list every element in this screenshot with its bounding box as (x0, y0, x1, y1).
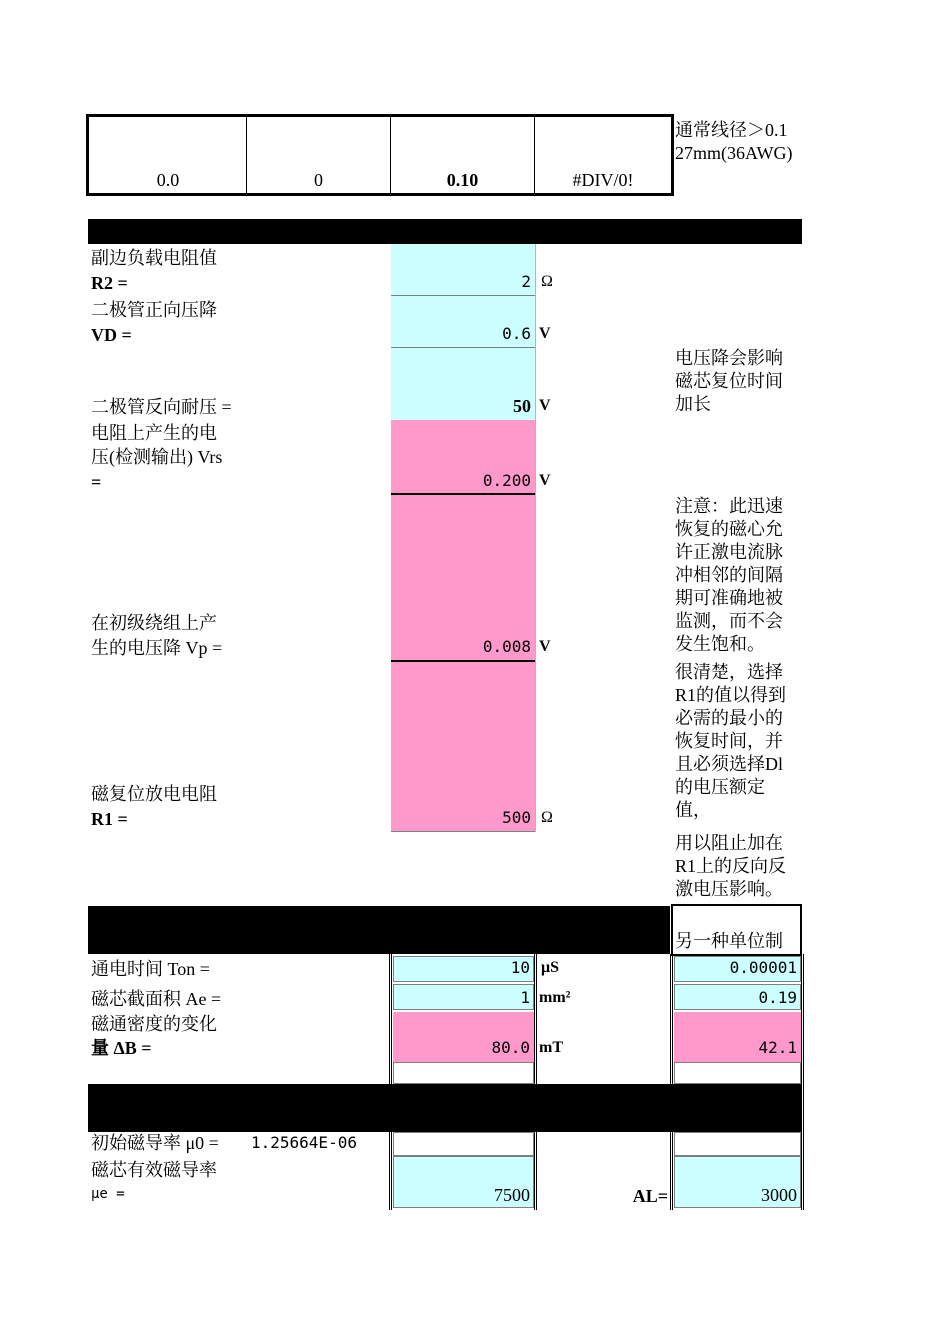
vrev-label: 二极管反向耐压 = (91, 397, 232, 417)
ton-unit: μS (541, 959, 559, 976)
vrs-label-3: = (91, 472, 102, 492)
top-cell-2: 0 (314, 170, 323, 190)
vrev-value: 50 (513, 396, 531, 416)
section-3-header-bar (88, 1084, 802, 1132)
section-1-header-bar (88, 219, 802, 244)
r2-unit: Ω (541, 273, 553, 290)
vp-label-2: 生的电压降 Vp = (91, 638, 223, 658)
db-label-1: 磁通密度的变化 (91, 1014, 217, 1034)
db-label-2: 量 ΔB = (91, 1038, 152, 1058)
vp-value: 0.008 (482, 637, 531, 656)
r1-label: 磁复位放电电阻 (91, 784, 217, 804)
value-column-edge (535, 244, 536, 832)
db-unit: mT (539, 1039, 563, 1056)
empty-value-cell (393, 1062, 534, 1084)
section-2-header-bar (88, 906, 670, 954)
r1-note-1: 很清楚，选择R1的值以得到必需的最小的恢复时间，并且必须选择Dl的电压额定值， (675, 662, 787, 820)
ae-alt-value: 0.19 (758, 988, 797, 1007)
r2-value: 2 (521, 272, 531, 291)
mue-label-1: 磁芯有效磁导率 (91, 1160, 217, 1180)
r2-label: 副边负载电阻值 (91, 248, 217, 268)
vd-symbol: VD = (91, 325, 132, 345)
vrev-note: 电压降会影响磁芯复位时间加长 (675, 348, 783, 414)
mue-value: 7500 (494, 1185, 530, 1205)
mu0-label: 初始磁导率 μ0 = (91, 1133, 219, 1153)
vd-unit: V (539, 325, 551, 342)
r2-symbol: R2 = (91, 273, 128, 293)
al-value: 3000 (761, 1185, 797, 1205)
ton-label: 通电时间 Ton = (91, 959, 210, 979)
r1-value: 500 (502, 808, 531, 827)
ton-alt-value: 0.00001 (729, 958, 797, 977)
r1-symbol: R1 = (91, 809, 128, 829)
r1-unit: Ω (541, 809, 553, 826)
mu0-value-cell (393, 1132, 534, 1156)
wire-note: 通常线径＞0.127mm(36AWG) (675, 120, 793, 163)
vd-value: 0.6 (502, 324, 531, 343)
vp-unit: V (539, 638, 551, 655)
vp-label-1: 在初级绕组上产 (91, 613, 217, 633)
vd-label: 二极管正向压降 (91, 300, 217, 320)
mu0-alt-cell (674, 1132, 801, 1156)
db-alt-value: 42.1 (758, 1038, 797, 1057)
ton-value: 10 (510, 958, 530, 977)
vp-note: 注意：此迅速恢复的磁心允许正激电流脉冲相邻的间隔期可准确地被监测，而不会发生饱和。 (675, 496, 783, 654)
vrs-label-1: 电阻上产生的电 (91, 423, 217, 443)
db-value: 80.0 (491, 1038, 530, 1057)
al-label: AL= (632, 1186, 668, 1206)
mu0-value: 1.25664E-06 (251, 1133, 357, 1152)
r1-note-2: 用以阻止加在R1上的反向反激电压影响。 (675, 833, 787, 899)
r1-value-cell (391, 662, 535, 832)
vrs-value: 0.200 (482, 471, 531, 490)
ae-unit: mm² (539, 989, 571, 1006)
empty-alt-cell (674, 1062, 801, 1084)
mue-label-2: μe = (91, 1186, 125, 1202)
alt-unit-header: 另一种单位制 (675, 931, 783, 951)
ae-value: 1 (520, 988, 530, 1007)
vrs-label-2: 压(检测输出) Vrs (91, 447, 223, 467)
top-cell-3: 0.10 (446, 170, 479, 190)
vrev-unit: V (539, 397, 551, 414)
ae-label: 磁芯截面积 Ae = (91, 989, 222, 1009)
vrs-unit: V (539, 472, 551, 489)
top-cell-4: #DIV/0! (572, 170, 634, 190)
top-cell-1: 0.0 (156, 170, 180, 190)
